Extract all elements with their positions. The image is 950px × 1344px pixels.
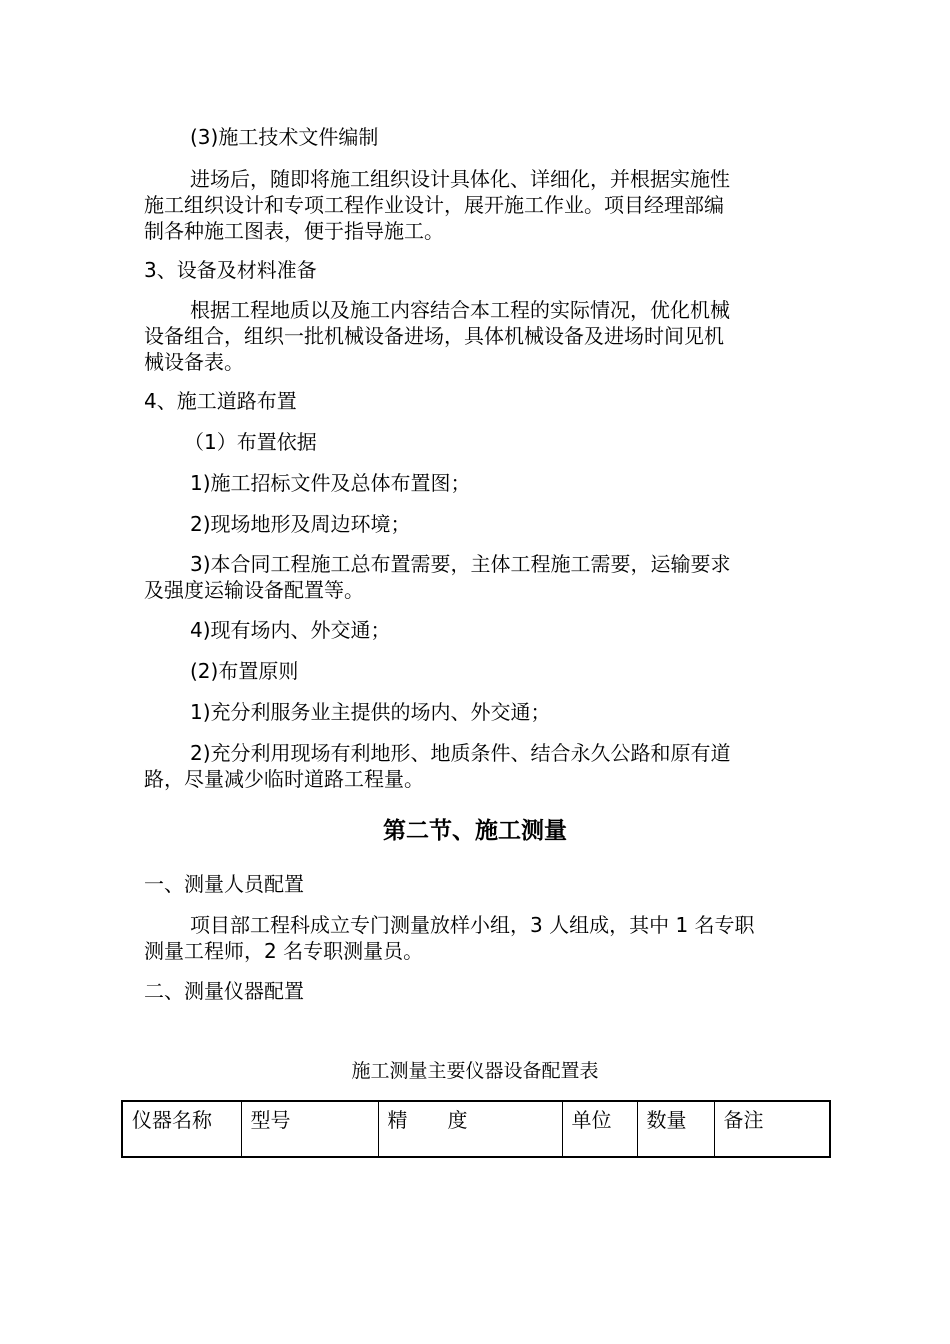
text-line: 设备组合，组织一批机械设备进场，具体机械设备及进场时间见机 — [144, 324, 724, 348]
subheading-basis: （1）布置依据 — [184, 430, 317, 454]
paragraph-staff — [144, 912, 808, 964]
text-line: 械设备表。 — [144, 350, 244, 374]
header-cell: 仪器名称 — [122, 1101, 241, 1157]
list-item: 1)施工招标文件及总体布置图； — [190, 471, 471, 495]
text-line: 2)充分利用现场有利地形、地质条件、结合永久公路和原有道 — [190, 741, 731, 765]
paragraph-principles — [144, 740, 808, 792]
paragraph-equipment — [144, 297, 808, 375]
table-caption: 施工测量主要仪器设备配置表 — [351, 1060, 599, 1082]
text-line: 及强度运输设备配置等。 — [144, 578, 364, 602]
list-item: 4)现有场内、外交通； — [190, 618, 391, 642]
paragraph-layout-needs — [144, 551, 808, 603]
instrument-table — [121, 1100, 831, 1158]
paragraph-tech-docs — [144, 166, 808, 244]
header-cell: 型号 — [241, 1101, 378, 1157]
table-header-row — [122, 1101, 830, 1157]
section-title: 第二节、施工测量 — [383, 818, 567, 844]
list-item: 2)现场地形及周边环境； — [190, 512, 411, 536]
text-line: 3)本合同工程施工总布置需要，主体工程施工需要，运输要求 — [190, 552, 731, 576]
header-cell: 单位 — [562, 1101, 637, 1157]
header-cell: 数量 — [637, 1101, 714, 1157]
subheading-tech-docs: (3)施工技术文件编制 — [190, 125, 379, 149]
text-line: 测量工程师，2 名专职测量员。 — [144, 939, 424, 963]
text-line: 进场后，随即将施工组织设计具体化、详细化，并根据实施性 — [190, 167, 730, 191]
subheading-equipment: 3、设备及材料准备 — [144, 258, 317, 282]
subheading-roads: 4、施工道路布置 — [144, 389, 297, 413]
text-line: 路，尽量减少临时道路工程量。 — [144, 767, 424, 791]
text-line: 施工组织设计和专项工程作业设计，展开施工作业。项目经理部编 — [144, 193, 724, 217]
subheading-principles: (2)布置原则 — [190, 659, 299, 683]
header-cell: 备注 — [714, 1101, 830, 1157]
text-line: 根据工程地质以及施工内容结合本工程的实际情况，优化机械 — [190, 298, 730, 322]
header-cell: 精 度 — [378, 1101, 562, 1157]
list-item: 1)充分利服务业主提供的场内、外交通； — [190, 700, 551, 724]
subheading-staff: 一、测量人员配置 — [144, 872, 304, 896]
text-line: 制各种施工图表，便于指导施工。 — [144, 219, 444, 243]
subheading-instruments: 二、测量仪器配置 — [144, 979, 304, 1003]
text-line: 项目部工程科成立专门测量放样小组，3 人组成，其中 1 名专职 — [190, 913, 755, 937]
